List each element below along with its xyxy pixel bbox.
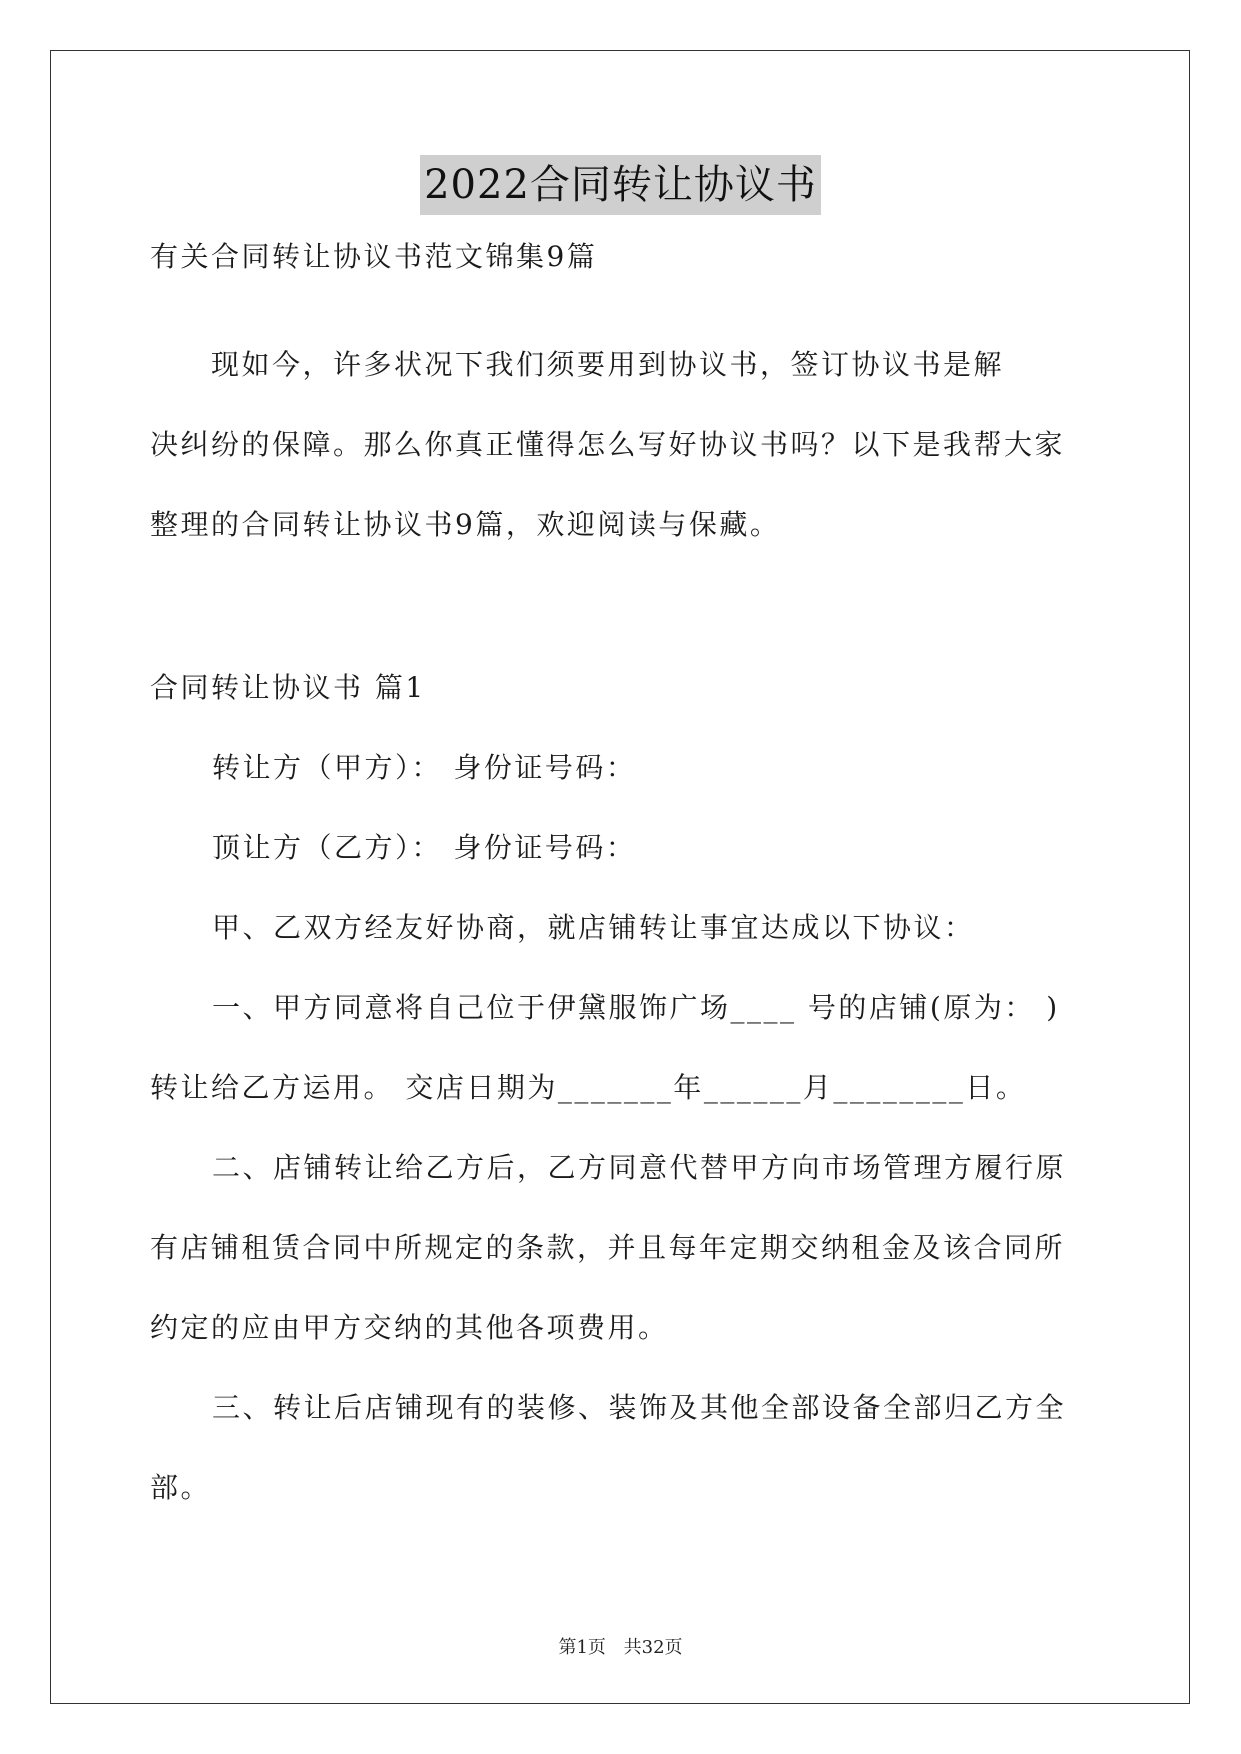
body-line-2: 顶让方（乙方）： 身份证号码： bbox=[212, 831, 637, 864]
body-line-4: 一、甲方同意将自己位于伊黛服饰广场____ 号的店铺(原为： ) bbox=[212, 991, 1060, 1024]
body-line-8: 约定的应由甲方交纳的其他各项费用。 bbox=[150, 1311, 669, 1344]
body-line-3: 甲、乙双方经友好协商，就店铺转让事宜达成以下协议： bbox=[212, 911, 975, 944]
intro-line-3: 整理的合同转让协议书9篇，欢迎阅读与保藏。 bbox=[150, 508, 781, 541]
page-total: 共32页 bbox=[623, 1637, 683, 1658]
section-heading: 合同转让协议书 篇1 bbox=[150, 671, 426, 704]
body-line-10: 部。 bbox=[150, 1471, 212, 1504]
body-line-5: 转让给乙方运用。 交店日期为_______年______月________日。 bbox=[150, 1071, 1027, 1104]
intro-line-2: 决纠纷的保障。那么你真正懂得怎么写好协议书吗？以下是我帮大家 bbox=[150, 428, 1066, 461]
body-line-9: 三、转让后店铺现有的装修、装饰及其他全部设备全部归乙方全 bbox=[212, 1391, 1067, 1424]
page-number: 第1页 bbox=[558, 1637, 606, 1658]
page-footer bbox=[0, 1636, 1241, 1660]
intro-line-1: 现如今，许多状况下我们须要用到协议书，签订协议书是解 bbox=[150, 348, 1005, 381]
body-line-6: 二、店铺转让给乙方后，乙方同意代替甲方向市场管理方履行原 bbox=[212, 1151, 1067, 1184]
document-title: 2022合同转让协议书 bbox=[420, 155, 821, 215]
body-line-1: 转让方（甲方）： 身份证号码： bbox=[212, 751, 637, 784]
document-subtitle: 有关合同转让协议书范文锦集9篇 bbox=[150, 240, 598, 273]
body-line-7: 有店铺租赁合同中所规定的条款，并且每年定期交纳租金及该合同所 bbox=[150, 1231, 1066, 1264]
page-border bbox=[50, 50, 1190, 1704]
title-container bbox=[0, 155, 1241, 215]
